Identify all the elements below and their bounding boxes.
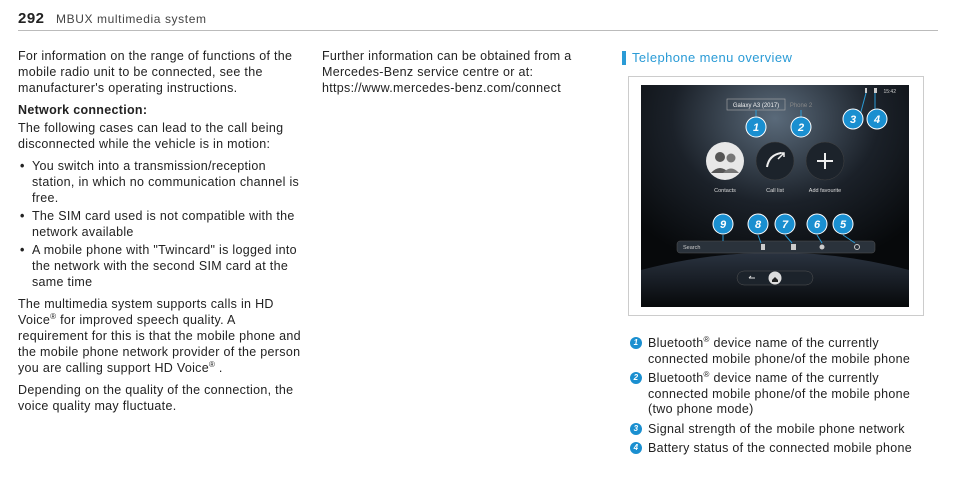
network-heading: Network connection: <box>18 103 148 117</box>
list-item: • A mobile phone with "Twincard" is logged into the network with the second SIM card at the same time <box>18 242 308 290</box>
legend-number: 2 <box>630 372 642 384</box>
callout-5: 5 <box>839 219 847 231</box>
telephone-menu-screen <box>641 85 909 307</box>
column-left <box>18 48 308 420</box>
message-icon <box>820 245 825 250</box>
legend-item: 3 Signal strength of the mobile phone network <box>630 422 930 438</box>
legend-number: 4 <box>630 442 642 454</box>
callout-8: 8 <box>754 219 762 231</box>
section-title: Telephone menu overview <box>622 50 922 68</box>
call-list-button <box>756 142 794 180</box>
quality-paragraph: Depending on the quality of the connection, the voice quality may fluctuate. <box>18 383 294 413</box>
battery-icon <box>874 88 877 93</box>
contacts-label: Contacts <box>714 188 736 194</box>
list-item: • The SIM card used is not compatible with the network available <box>18 208 308 240</box>
callout-7: 7 <box>781 219 789 231</box>
legend-item: 1 Bluetooth® device name of the currently connected mobile phone/of the mobile phone <box>630 336 930 367</box>
section-marker <box>622 51 626 65</box>
column-middle <box>322 48 602 102</box>
search-label: Search <box>683 245 701 251</box>
bottom-menu-bar <box>677 241 875 253</box>
disconnect-list <box>18 158 308 290</box>
legend-number: 3 <box>630 423 642 435</box>
legend-number: 1 <box>630 337 642 349</box>
callout-3: 3 <box>849 114 857 126</box>
contacts-button <box>706 142 744 180</box>
legend-item: 4 Battery status of the connected mobile phone <box>630 441 930 457</box>
list-item: • You switch into a transmission/reception station, in which no communication channel is free. <box>18 158 308 206</box>
network-paragraph: The following cases can lead to the call being disconnected while the vehicle is in motion: <box>18 121 284 151</box>
running-title: MBUX multimedia system <box>56 12 207 26</box>
callout-1: 1 <box>752 122 760 134</box>
screenshot-frame <box>628 76 924 316</box>
callout-9: 9 <box>719 219 727 231</box>
callout-legend <box>630 336 930 461</box>
hd-voice-paragraph: The multimedia system supports calls in HD Voice® for improved speech quality. A requirement for this is that the mobile phone and the mobile phone network provider of the person you are calling support HD Voice® . <box>18 297 301 375</box>
info-paragraph: Further information can be obtained from a Mercedes-Benz service centre or at: https://www.mercedes-benz.com/connect <box>322 49 572 95</box>
callout-2: 2 <box>797 122 805 134</box>
callout-6: 6 <box>813 219 821 231</box>
device-tab-1-label: Galaxy A3 (2017) <box>732 103 780 109</box>
page-number: 292 <box>18 10 45 27</box>
intro-paragraph: For information on the range of functions of the mobile radio unit to be connected, see the manufacturer's operating instructions. <box>18 49 293 95</box>
signal-strength-icon <box>865 88 867 93</box>
phone-icon <box>791 244 796 250</box>
legend-item: 2 Bluetooth® device name of the currently connected mobile phone/of the mobile phone (two phone mode) <box>630 371 930 418</box>
keypad-icon <box>761 244 765 250</box>
telephone-menu-illustration <box>641 85 909 307</box>
column-right <box>622 50 922 455</box>
page-header <box>18 10 938 31</box>
device-tab-2-label: Phone 2 <box>789 103 813 109</box>
clock-readout: 15:42 <box>883 89 896 95</box>
call-list-label: Call list <box>766 188 784 194</box>
add-favourite-label: Add favourite <box>808 188 842 194</box>
callout-4: 4 <box>873 114 881 126</box>
